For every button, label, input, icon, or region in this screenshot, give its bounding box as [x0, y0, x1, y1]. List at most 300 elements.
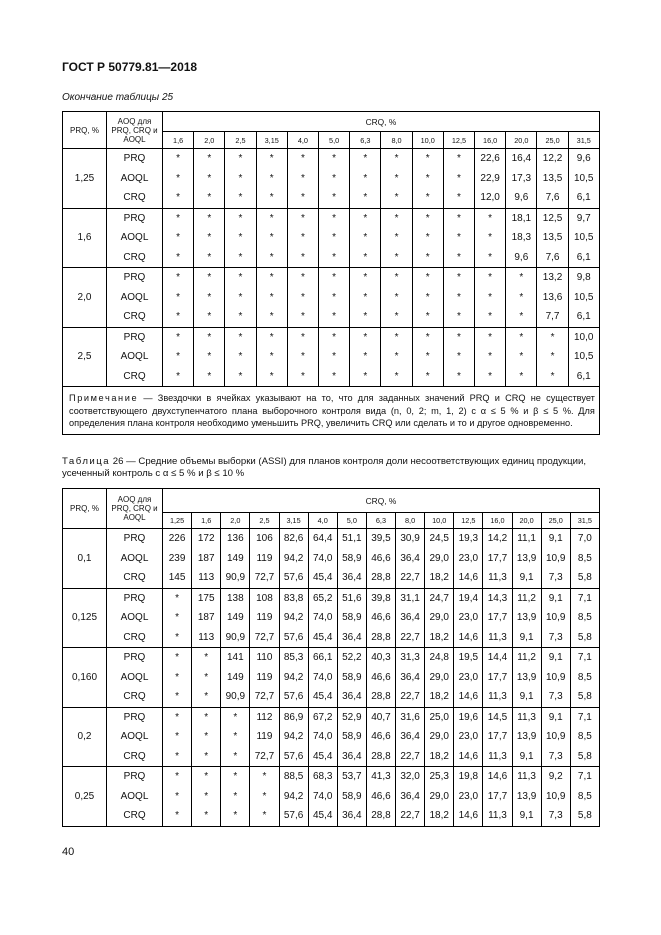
table-cell: 239 — [163, 549, 192, 569]
table-cell: * — [475, 307, 506, 327]
note-text: — Звездочки в ячейках указывают на то, что для заданных значений PRQ и CRQ не существует соответствующего двухступенчатого плана выборочного контроля вида (n, 0, 2; m, 1, 2) с α ≤ 5 % и β ≤ 5 %. Для определения плана контроля необходимо уменьшить PRQ, увеличить CRQ или сделать и то и другое одновременно. — [69, 393, 595, 428]
table-cell: 12,5 — [537, 208, 568, 228]
table-cell: * — [537, 347, 568, 367]
table-cell: 72,7 — [250, 687, 279, 707]
table-cell: 22,7 — [396, 747, 425, 767]
table-cell: 149 — [221, 549, 250, 569]
table-cell: 46,6 — [366, 787, 395, 807]
table-cell: 17,7 — [483, 727, 512, 747]
table-cell: 24,8 — [425, 648, 454, 668]
table-cell: * — [194, 149, 225, 169]
crq-column-header: 10,0 — [412, 132, 443, 149]
table-cell: 41,3 — [366, 767, 395, 787]
table-cell: 10,9 — [541, 608, 570, 628]
table-cell: * — [412, 188, 443, 208]
row-label: CRQ — [107, 806, 163, 826]
table-cell: 17,7 — [483, 608, 512, 628]
table-cell: 7,3 — [541, 568, 570, 588]
table-cell: * — [194, 208, 225, 228]
table-cell: * — [163, 608, 192, 628]
table-cell: 24,5 — [425, 529, 454, 549]
table-cell: 90,9 — [221, 568, 250, 588]
table-cell: 7,1 — [570, 767, 599, 787]
table-cell: 5,8 — [570, 806, 599, 826]
table-cell: * — [163, 727, 192, 747]
table-cell: 7,3 — [541, 806, 570, 826]
table-cell: * — [381, 307, 412, 327]
table-cell: * — [221, 767, 250, 787]
table-cell: 19,4 — [454, 588, 483, 608]
table-cell: 13,9 — [512, 549, 541, 569]
table-row — [63, 787, 600, 807]
table-cell: * — [475, 367, 506, 387]
table-cell: * — [250, 767, 279, 787]
table-cell: * — [381, 268, 412, 288]
table-cell: 57,6 — [279, 747, 308, 767]
table-cell: * — [194, 307, 225, 327]
row-label: CRQ — [107, 747, 163, 767]
crq-column-header: 16,0 — [483, 513, 512, 529]
table-row — [63, 149, 600, 169]
table-cell: 74,0 — [308, 727, 337, 747]
table-cell: 46,6 — [366, 668, 395, 688]
table-cell: * — [225, 208, 256, 228]
table-cell: * — [221, 747, 250, 767]
table-cell: * — [192, 727, 221, 747]
crq-column-header: 8,0 — [396, 513, 425, 529]
table-row — [63, 687, 600, 707]
table-cell: * — [163, 588, 192, 608]
table-cell: * — [412, 307, 443, 327]
row-label: PRQ — [107, 268, 163, 288]
table-row — [63, 549, 600, 569]
table-cell: 23,0 — [454, 787, 483, 807]
table-cell: * — [319, 268, 350, 288]
table-cell: 29,0 — [425, 727, 454, 747]
table-cell: 141 — [221, 648, 250, 668]
table-cell: * — [163, 367, 194, 387]
table-cell: * — [192, 767, 221, 787]
table-cell: 22,6 — [475, 149, 506, 169]
table-cell: 6,1 — [568, 248, 599, 268]
table-cell: 31,6 — [396, 707, 425, 727]
table-cell: 58,9 — [337, 608, 366, 628]
table-cell: * — [287, 149, 318, 169]
table-cell: * — [256, 367, 287, 387]
table-cell: 138 — [221, 588, 250, 608]
table-cell: * — [319, 307, 350, 327]
table-cell: * — [350, 347, 381, 367]
crq-column-header: 5,0 — [337, 513, 366, 529]
table-cell: 108 — [250, 588, 279, 608]
crq-column-header: 31,5 — [570, 513, 599, 529]
row-label: CRQ — [107, 367, 163, 387]
table-cell: * — [319, 228, 350, 248]
table-cell: 6,1 — [568, 307, 599, 327]
table-cell: 36,4 — [337, 568, 366, 588]
table-cell: * — [287, 169, 318, 189]
table-cell: * — [192, 787, 221, 807]
table-cell: 9,1 — [541, 588, 570, 608]
crq-column-header: 12,5 — [443, 132, 474, 149]
table-cell: 13,5 — [537, 169, 568, 189]
table-cell: * — [506, 288, 537, 308]
prq-group-value: 0,160 — [63, 648, 107, 708]
table-cell: 36,4 — [337, 747, 366, 767]
table-cell: * — [350, 228, 381, 248]
table-cell: 94,2 — [279, 787, 308, 807]
table-cell: * — [287, 288, 318, 308]
row-label: AOQL — [107, 668, 163, 688]
table-cell: * — [319, 288, 350, 308]
table-cell: 7,7 — [537, 307, 568, 327]
table-cell: * — [163, 169, 194, 189]
table-cell: * — [412, 149, 443, 169]
crq-column-header: 2,0 — [221, 513, 250, 529]
table-cell: 14,3 — [483, 588, 512, 608]
table-cell: 7,6 — [537, 248, 568, 268]
row-label: AOQL — [107, 787, 163, 807]
table-cell: * — [192, 648, 221, 668]
table-cell: 58,9 — [337, 787, 366, 807]
table-cell: 9,8 — [568, 268, 599, 288]
row-label: CRQ — [107, 687, 163, 707]
table-cell: 12,0 — [475, 188, 506, 208]
table-cell: * — [221, 806, 250, 826]
table-row — [63, 668, 600, 688]
table-cell: * — [256, 347, 287, 367]
prq-group-value: 0,2 — [63, 707, 107, 767]
table-cell: * — [256, 268, 287, 288]
table-cell: 9,6 — [568, 149, 599, 169]
table-cell: * — [225, 367, 256, 387]
table-cell: 13,6 — [537, 288, 568, 308]
table-cell: 7,1 — [570, 707, 599, 727]
table-cell: 22,7 — [396, 568, 425, 588]
head-aoq: AOQ для PRQ, CRQ и AOQL — [107, 112, 163, 149]
table-cell: 9,1 — [541, 529, 570, 549]
table-26-caption-word: Таблица — [62, 456, 111, 467]
table-cell: 17,7 — [483, 787, 512, 807]
table-cell: 52,9 — [337, 707, 366, 727]
table-cell: * — [319, 248, 350, 268]
table-cell: * — [163, 149, 194, 169]
table-cell: 52,2 — [337, 648, 366, 668]
table-cell: 6,1 — [568, 188, 599, 208]
row-label: AOQL — [107, 727, 163, 747]
table-cell: 7,6 — [537, 188, 568, 208]
table-cell: 113 — [192, 628, 221, 648]
table-cell: 8,5 — [570, 608, 599, 628]
table-cell: * — [381, 149, 412, 169]
table-cell: 46,6 — [366, 549, 395, 569]
table-cell: * — [287, 208, 318, 228]
row-label: PRQ — [107, 149, 163, 169]
row-label: CRQ — [107, 248, 163, 268]
table-cell: * — [225, 288, 256, 308]
table-cell: 64,4 — [308, 529, 337, 549]
table-cell: * — [194, 347, 225, 367]
table-cell: 149 — [221, 668, 250, 688]
table-cell: 13,9 — [512, 608, 541, 628]
table-26-caption-text: 26 — Средние объемы выборки (ASSI) для планов контроля доли несоответствующих единиц продукции, усеченный контроль с α ≤ 5 % и β ≤ 10 % — [62, 456, 586, 479]
table-cell: 12,2 — [537, 149, 568, 169]
table-cell: * — [412, 347, 443, 367]
table-cell: 65,2 — [308, 588, 337, 608]
table-cell: 10,0 — [568, 327, 599, 347]
table-cell: 18,2 — [425, 687, 454, 707]
table-cell: 10,5 — [568, 169, 599, 189]
table-cell: * — [319, 188, 350, 208]
table-cell: * — [250, 806, 279, 826]
table-cell: * — [381, 188, 412, 208]
table-cell: * — [194, 228, 225, 248]
table-row — [63, 529, 600, 549]
table-cell: 9,6 — [506, 188, 537, 208]
table-cell: * — [412, 228, 443, 248]
note-word: Примечание — [69, 393, 139, 403]
row-label: CRQ — [107, 307, 163, 327]
table-cell: * — [287, 228, 318, 248]
crq-column-header: 25,0 — [537, 132, 568, 149]
table-cell: * — [225, 169, 256, 189]
table-cell: * — [381, 248, 412, 268]
table-cell: * — [443, 268, 474, 288]
table-cell: * — [287, 248, 318, 268]
table-cell: 7,0 — [570, 529, 599, 549]
table-cell: * — [225, 188, 256, 208]
table-cell: * — [163, 767, 192, 787]
table-cell: 136 — [221, 529, 250, 549]
table-cell: 17,7 — [483, 668, 512, 688]
prq-group-value: 0,125 — [63, 588, 107, 648]
table-cell: 5,8 — [570, 568, 599, 588]
table-cell: * — [381, 367, 412, 387]
table-cell: * — [225, 248, 256, 268]
table-cell: 14,2 — [483, 529, 512, 549]
table-cell: 45,4 — [308, 747, 337, 767]
table-cell: 16,4 — [506, 149, 537, 169]
table-row — [63, 588, 600, 608]
table-cell: * — [163, 648, 192, 668]
table-cell: 45,4 — [308, 687, 337, 707]
table-cell: * — [319, 208, 350, 228]
table-cell: * — [443, 347, 474, 367]
table-cell: 13,9 — [512, 668, 541, 688]
table-cell: * — [256, 248, 287, 268]
table-cell: 14,6 — [454, 747, 483, 767]
table-cell: * — [256, 327, 287, 347]
row-label: AOQL — [107, 347, 163, 367]
row-label: AOQL — [107, 608, 163, 628]
crq-column-header: 20,0 — [506, 132, 537, 149]
table-cell: 19,8 — [454, 767, 483, 787]
table-cell: 13,5 — [537, 228, 568, 248]
head-prq: PRQ, % — [63, 112, 107, 149]
row-label: PRQ — [107, 529, 163, 549]
crq-column-header: 2,0 — [194, 132, 225, 149]
table-cell: 172 — [192, 529, 221, 549]
table-cell: * — [287, 367, 318, 387]
table-cell: 45,4 — [308, 568, 337, 588]
table-cell: * — [163, 248, 194, 268]
table-cell: * — [225, 327, 256, 347]
table-row — [63, 806, 600, 826]
table-cell: * — [194, 248, 225, 268]
table-cell: * — [443, 149, 474, 169]
table-cell: 9,1 — [512, 747, 541, 767]
crq-column-header: 4,0 — [287, 132, 318, 149]
table-cell: 29,0 — [425, 608, 454, 628]
table-row — [63, 767, 600, 787]
table-row — [63, 228, 600, 248]
table-row — [63, 707, 600, 727]
table-cell: * — [225, 268, 256, 288]
table-cell: 30,9 — [396, 529, 425, 549]
table-cell: 17,3 — [506, 169, 537, 189]
table-25 — [62, 111, 600, 435]
table-cell: 88,5 — [279, 767, 308, 787]
table-cell: * — [194, 188, 225, 208]
table-cell: * — [412, 208, 443, 228]
table-cell: * — [287, 327, 318, 347]
table-cell: * — [192, 668, 221, 688]
table-cell: 53,7 — [337, 767, 366, 787]
table-cell: 9,1 — [541, 707, 570, 727]
table-row — [63, 248, 600, 268]
table-cell: 17,7 — [483, 549, 512, 569]
table-cell: 74,0 — [308, 787, 337, 807]
table-cell: 10,5 — [568, 228, 599, 248]
head-crq: CRQ, % — [163, 489, 600, 513]
table-cell: 40,3 — [366, 648, 395, 668]
table-cell: 25,0 — [425, 707, 454, 727]
table-cell: 19,3 — [454, 529, 483, 549]
table-cell: * — [319, 327, 350, 347]
table-cell: 28,8 — [366, 628, 395, 648]
table-cell: * — [163, 307, 194, 327]
table-cell: 29,0 — [425, 787, 454, 807]
table-cell: 19,6 — [454, 707, 483, 727]
prq-group-value: 0,1 — [63, 529, 107, 589]
table-cell: * — [163, 687, 192, 707]
table-cell: 51,1 — [337, 529, 366, 549]
table-cell: 46,6 — [366, 727, 395, 747]
table-cell: 18,2 — [425, 628, 454, 648]
table-cell: * — [225, 307, 256, 327]
table-cell: * — [256, 208, 287, 228]
table-cell: 94,2 — [279, 668, 308, 688]
table-cell: 9,1 — [541, 648, 570, 668]
table-cell: * — [194, 288, 225, 308]
row-label: AOQL — [107, 549, 163, 569]
table-cell: 106 — [250, 529, 279, 549]
table-cell: 18,2 — [425, 806, 454, 826]
table-cell: 226 — [163, 529, 192, 549]
table-cell: 11,2 — [512, 648, 541, 668]
table-cell: 7,3 — [541, 628, 570, 648]
table-cell: 29,0 — [425, 668, 454, 688]
table-cell: * — [163, 668, 192, 688]
table-25-note-row — [63, 387, 600, 435]
table-cell: 175 — [192, 588, 221, 608]
table-cell: 94,2 — [279, 549, 308, 569]
row-label: CRQ — [107, 188, 163, 208]
table-cell: 9,2 — [541, 767, 570, 787]
crq-column-header: 3,15 — [279, 513, 308, 529]
crq-column-header: 16,0 — [475, 132, 506, 149]
crq-column-header: 5,0 — [319, 132, 350, 149]
table-cell: * — [350, 268, 381, 288]
table-cell: * — [192, 687, 221, 707]
table-cell: * — [194, 268, 225, 288]
table-cell: * — [225, 149, 256, 169]
row-label: AOQL — [107, 228, 163, 248]
table-cell: 119 — [250, 668, 279, 688]
table-cell: 36,4 — [396, 549, 425, 569]
table-cell: * — [412, 268, 443, 288]
table-cell: * — [194, 367, 225, 387]
table-cell: 40,7 — [366, 707, 395, 727]
table-cell: 51,6 — [337, 588, 366, 608]
table-cell: * — [412, 327, 443, 347]
table-cell: 28,8 — [366, 568, 395, 588]
prq-group-value: 2,5 — [63, 327, 107, 387]
table-cell: 6,1 — [568, 367, 599, 387]
table-cell: 119 — [250, 549, 279, 569]
crq-column-header: 6,3 — [366, 513, 395, 529]
crq-column-header: 4,0 — [308, 513, 337, 529]
table-cell: * — [443, 307, 474, 327]
table-cell: * — [381, 327, 412, 347]
table-cell: * — [256, 169, 287, 189]
table-cell: 72,7 — [250, 747, 279, 767]
table-cell: * — [381, 347, 412, 367]
table-row — [63, 367, 600, 387]
table-cell: * — [412, 367, 443, 387]
table-row — [63, 188, 600, 208]
table-cell: 8,5 — [570, 727, 599, 747]
table-cell: 11,3 — [512, 707, 541, 727]
table-cell: * — [163, 268, 194, 288]
table-cell: * — [443, 367, 474, 387]
table-cell: 18,2 — [425, 747, 454, 767]
table-cell: 13,9 — [512, 787, 541, 807]
table-cell: 11,3 — [483, 687, 512, 707]
table-cell: * — [443, 248, 474, 268]
table-cell: 22,7 — [396, 806, 425, 826]
table-cell: * — [163, 806, 192, 826]
table-cell: 18,3 — [506, 228, 537, 248]
table-cell: * — [381, 208, 412, 228]
table-cell: * — [475, 208, 506, 228]
table-cell: 45,4 — [308, 628, 337, 648]
table-row — [63, 208, 600, 228]
table-cell: 74,0 — [308, 668, 337, 688]
table-cell: * — [287, 347, 318, 367]
table-cell: 8,5 — [570, 549, 599, 569]
table-cell: * — [221, 727, 250, 747]
table-cell: * — [443, 169, 474, 189]
crq-column-header: 1,25 — [163, 513, 192, 529]
table-cell: 110 — [250, 648, 279, 668]
table-cell: 7,1 — [570, 588, 599, 608]
table-cell: 58,9 — [337, 549, 366, 569]
table-row — [63, 327, 600, 347]
head-aoq: AOQ для PRQ, CRQ и AOQL — [107, 489, 163, 529]
table-cell: * — [287, 307, 318, 327]
table-cell: * — [443, 288, 474, 308]
